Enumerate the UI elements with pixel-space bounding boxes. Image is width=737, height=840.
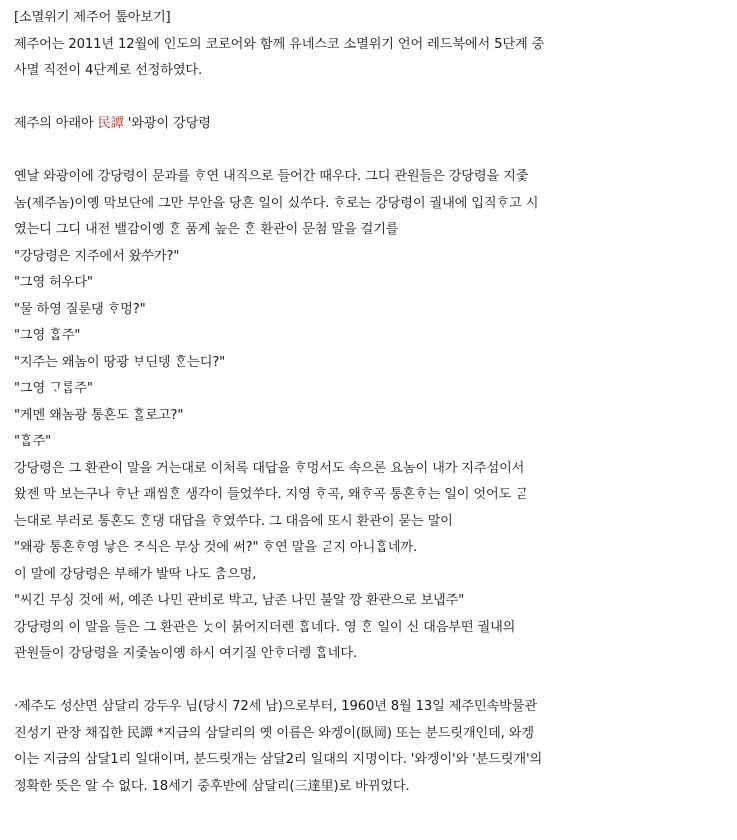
- spacer: [14, 668, 730, 695]
- story-line: 관원들이 강당령을 지줓놈이옝 하시 여기질 안ᄒᆞ더렝 ᄒᆞᆸ네다.: [14, 646, 358, 661]
- intro-line: 사멸 직전이 4단계로 선정하였다.: [14, 63, 203, 78]
- dialogue-line: "물 하영 질룬댕 ᄒᆞ멍?": [14, 301, 146, 317]
- spacer: [14, 138, 730, 165]
- footnote-line: 이는 지금의 삼달1리 일대이며, 분드릿개는 삼달2리 일대의 지명이다. '와겡이'와 '분드릿개'의: [14, 752, 543, 767]
- footnote-line: 진성기 관장 채집한 民譚 *지금의 삼달리의 옛 이름은 와겡이(臥岡) 또는 분드릿개인데, 와겡: [14, 725, 534, 741]
- story-title-prefix: 제주의 아래아: [14, 116, 98, 131]
- spacer: [14, 85, 730, 112]
- intro-line: 제주어는 2011년 12월에 인도의 코로어와 함께 유네스코 소멸위기 언어 레드북에서 5단계 중: [14, 36, 545, 52]
- story-title: [14, 111, 730, 138]
- story-line: 강당령의 이 말을 들은 그 환관은 ᄂᆞᆺ이 붉어지더렌 ᄒᆞᆸ네다. 영 ᄒᆞᆫ 일이 신 대음부떤 궐내의: [14, 619, 516, 635]
- footnote-line: 정확한 뜻은 알 수 없다. 18세기 중후반에 삼달리(三達里)로 바뀌었다.: [14, 778, 410, 794]
- dialogue-line: "게멘 왜놈광 통혼도 ᄒᆞᆯ로고?": [14, 407, 184, 423]
- story-line: "왜광 통혼ᄒᆞ영 낳은 ᄌᆞ식은 무상 것에 써?" ᄒᆞ연 말을 ᄀᆞᆮ지 아니ᄒᆞᆸ네까.: [14, 540, 418, 555]
- story-line: 놈(제주놈)이옝 막보단에 그만 무안을 당흔 일이 싰쑤다. ᄒᆞ로는 강당령이 궐내에 입직ᄒᆞ고 시: [14, 195, 539, 211]
- dialogue-line: "씨긴 무싱 것에 써, 예존 나민 관비로 박고, 남존 나민 불알 깡 환관으로 보냅주": [14, 593, 465, 608]
- story-line: 이 말에 강당령은 부해가 발딱 나도 ᄎᆞᆷ으멍,: [14, 566, 257, 582]
- footnote-line: ·제주도 성산면 삼달리 강두우 님(당시 72세 남)으로부터, 1960년 8월 13일 제주민속박물관: [14, 699, 537, 714]
- story-title-suffix: '와광이 강당령: [123, 116, 211, 131]
- story-line: 는대로 부러로 통혼도 ᄒᆞᆫ댕 대답을 ᄒᆞ였쑤다. 그 대음에 또시 환관이 묻는 말이: [14, 513, 453, 529]
- dialogue-line: "그영 ᄒᆞᆸ주": [14, 328, 81, 343]
- dialogue-line: "그영 허우다": [14, 275, 93, 290]
- dialogue-line: "지주는 왜놈이 땅광 ᄇᆞ딘뎅 ᄒᆞᆫ는디?": [14, 354, 226, 370]
- story-title-hanja: 民譚: [97, 116, 124, 131]
- document-body: [14, 5, 730, 800]
- story-line: 강당령은 그 환관이 말을 거는대로 이처록 대답을 ᄒᆞ멍서도 속으론 요놈이 내가 지주섬이서: [14, 460, 525, 476]
- story-line: 왔젠 막 보는구나 ᄒᆞ난 괘씸ᄒᆞᆫ 생각이 들었쑤다. 지영 ᄒᆞ곡, 왜ᄒᆞ곡 통혼ᄒᆞ는 일이 엇어도 ᄀᆞᆮ: [14, 487, 528, 502]
- story-line: 였는디 그디 내전 밸감이옝 ᄒᆞᆫ 품계 높은 ᄒᆞᆫ 환관이 문첨 말을 걸기를: [14, 222, 399, 237]
- dialogue-line: "그영 ᄀᆞᄅᆞᆸ주": [14, 381, 93, 396]
- story-line: 옌날 와광이에 강당령이 문과를 ᄒᆞ연 내직으로 들어간 때우다. 그디 관원들은 강당령을 지줓: [14, 169, 529, 184]
- dialogue-line: "강당령은 지주에서 왔쑤가?": [14, 248, 180, 264]
- document-heading: [소멸위기 제주어 톺아보기]: [14, 10, 171, 25]
- dialogue-line: "ᄒᆞᆸ주": [14, 434, 52, 449]
